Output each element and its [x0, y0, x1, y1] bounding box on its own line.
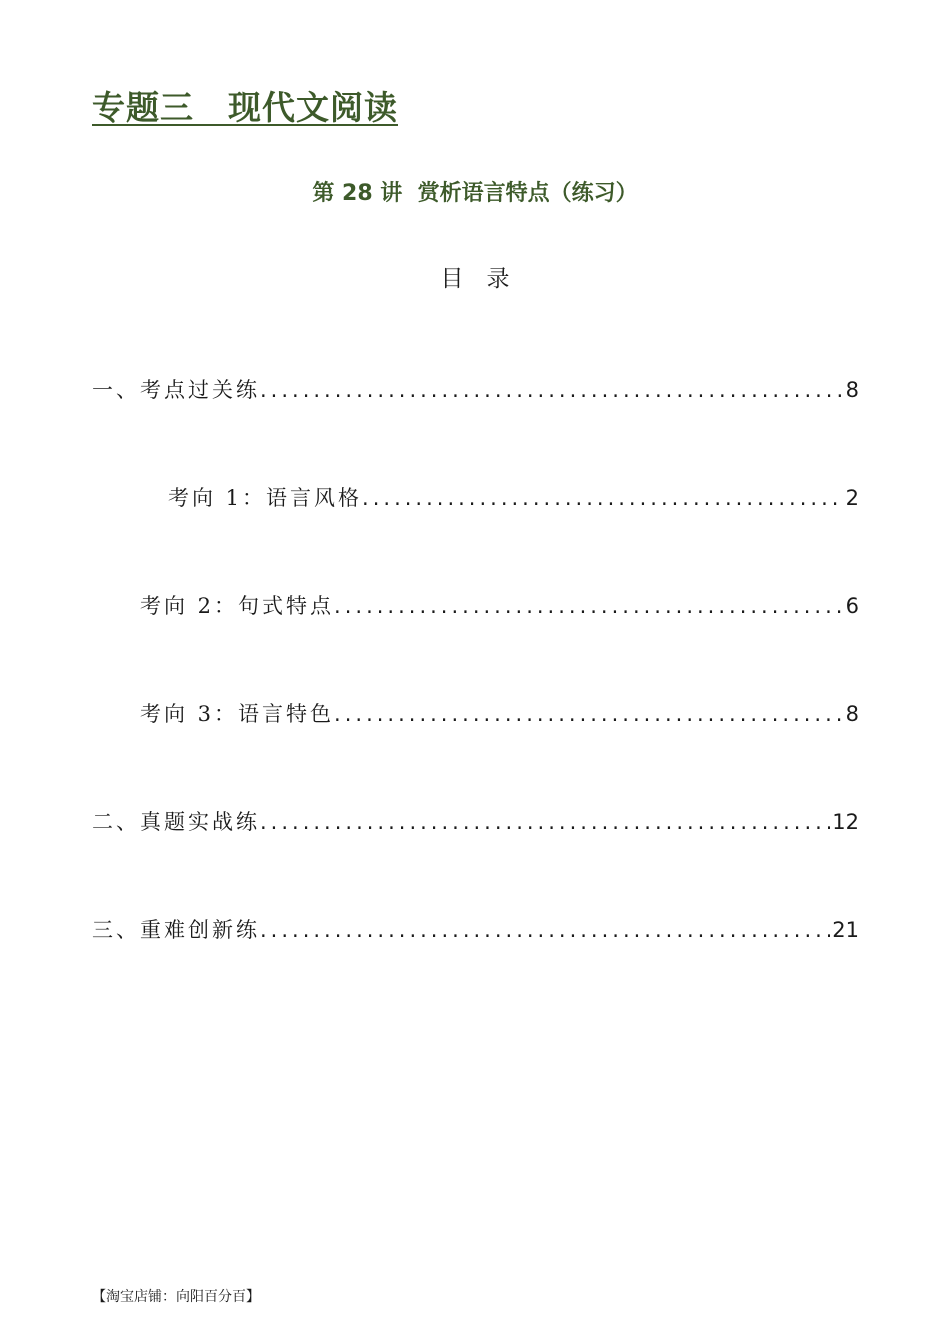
toc-entry-4[interactable] — [140, 699, 859, 729]
toc-entry-page: 8 — [845, 378, 859, 402]
footer-note: 【淘宝店铺：向阳百分百】 — [92, 1289, 260, 1305]
toc-entry-2[interactable] — [168, 483, 859, 513]
toc-entry-page: 6 — [845, 594, 859, 618]
toc-entry-6[interactable] — [92, 915, 859, 945]
toc-entry-page: 2 — [845, 486, 859, 510]
toc-leader-dots — [260, 915, 830, 945]
toc-entry-5[interactable] — [92, 807, 859, 837]
toc-entry-page: 21 — [832, 918, 859, 942]
toc-entry-label: 考向 1：语言风格 — [168, 486, 363, 510]
toc-entry-label: 考向 3：语言特色 — [140, 702, 335, 726]
toc-entry-label: 三、重难创新练 — [92, 918, 260, 942]
section-heading: 专题三 现代文阅读 — [92, 88, 398, 127]
toc-leader-dots — [260, 375, 844, 405]
toc-entry-page: 8 — [845, 702, 859, 726]
toc-leader-dots — [260, 807, 830, 837]
toc-entry-page: 12 — [832, 810, 859, 834]
lecture-title: 第 28 讲 赏析语言特点（练习） — [312, 181, 638, 206]
toc-entry-1[interactable] — [92, 375, 859, 405]
toc-leader-dots — [334, 591, 844, 621]
toc-leader-dots — [362, 483, 844, 513]
toc-leader-dots — [334, 699, 844, 729]
toc-entry-label: 二、真题实战练 — [92, 810, 260, 834]
toc-entry-label: 一、考点过关练 — [92, 378, 260, 402]
toc-heading: 目 录 — [440, 266, 510, 292]
toc-entry-3[interactable] — [140, 591, 859, 621]
toc-entry-label: 考向 2：句式特点 — [140, 594, 335, 618]
